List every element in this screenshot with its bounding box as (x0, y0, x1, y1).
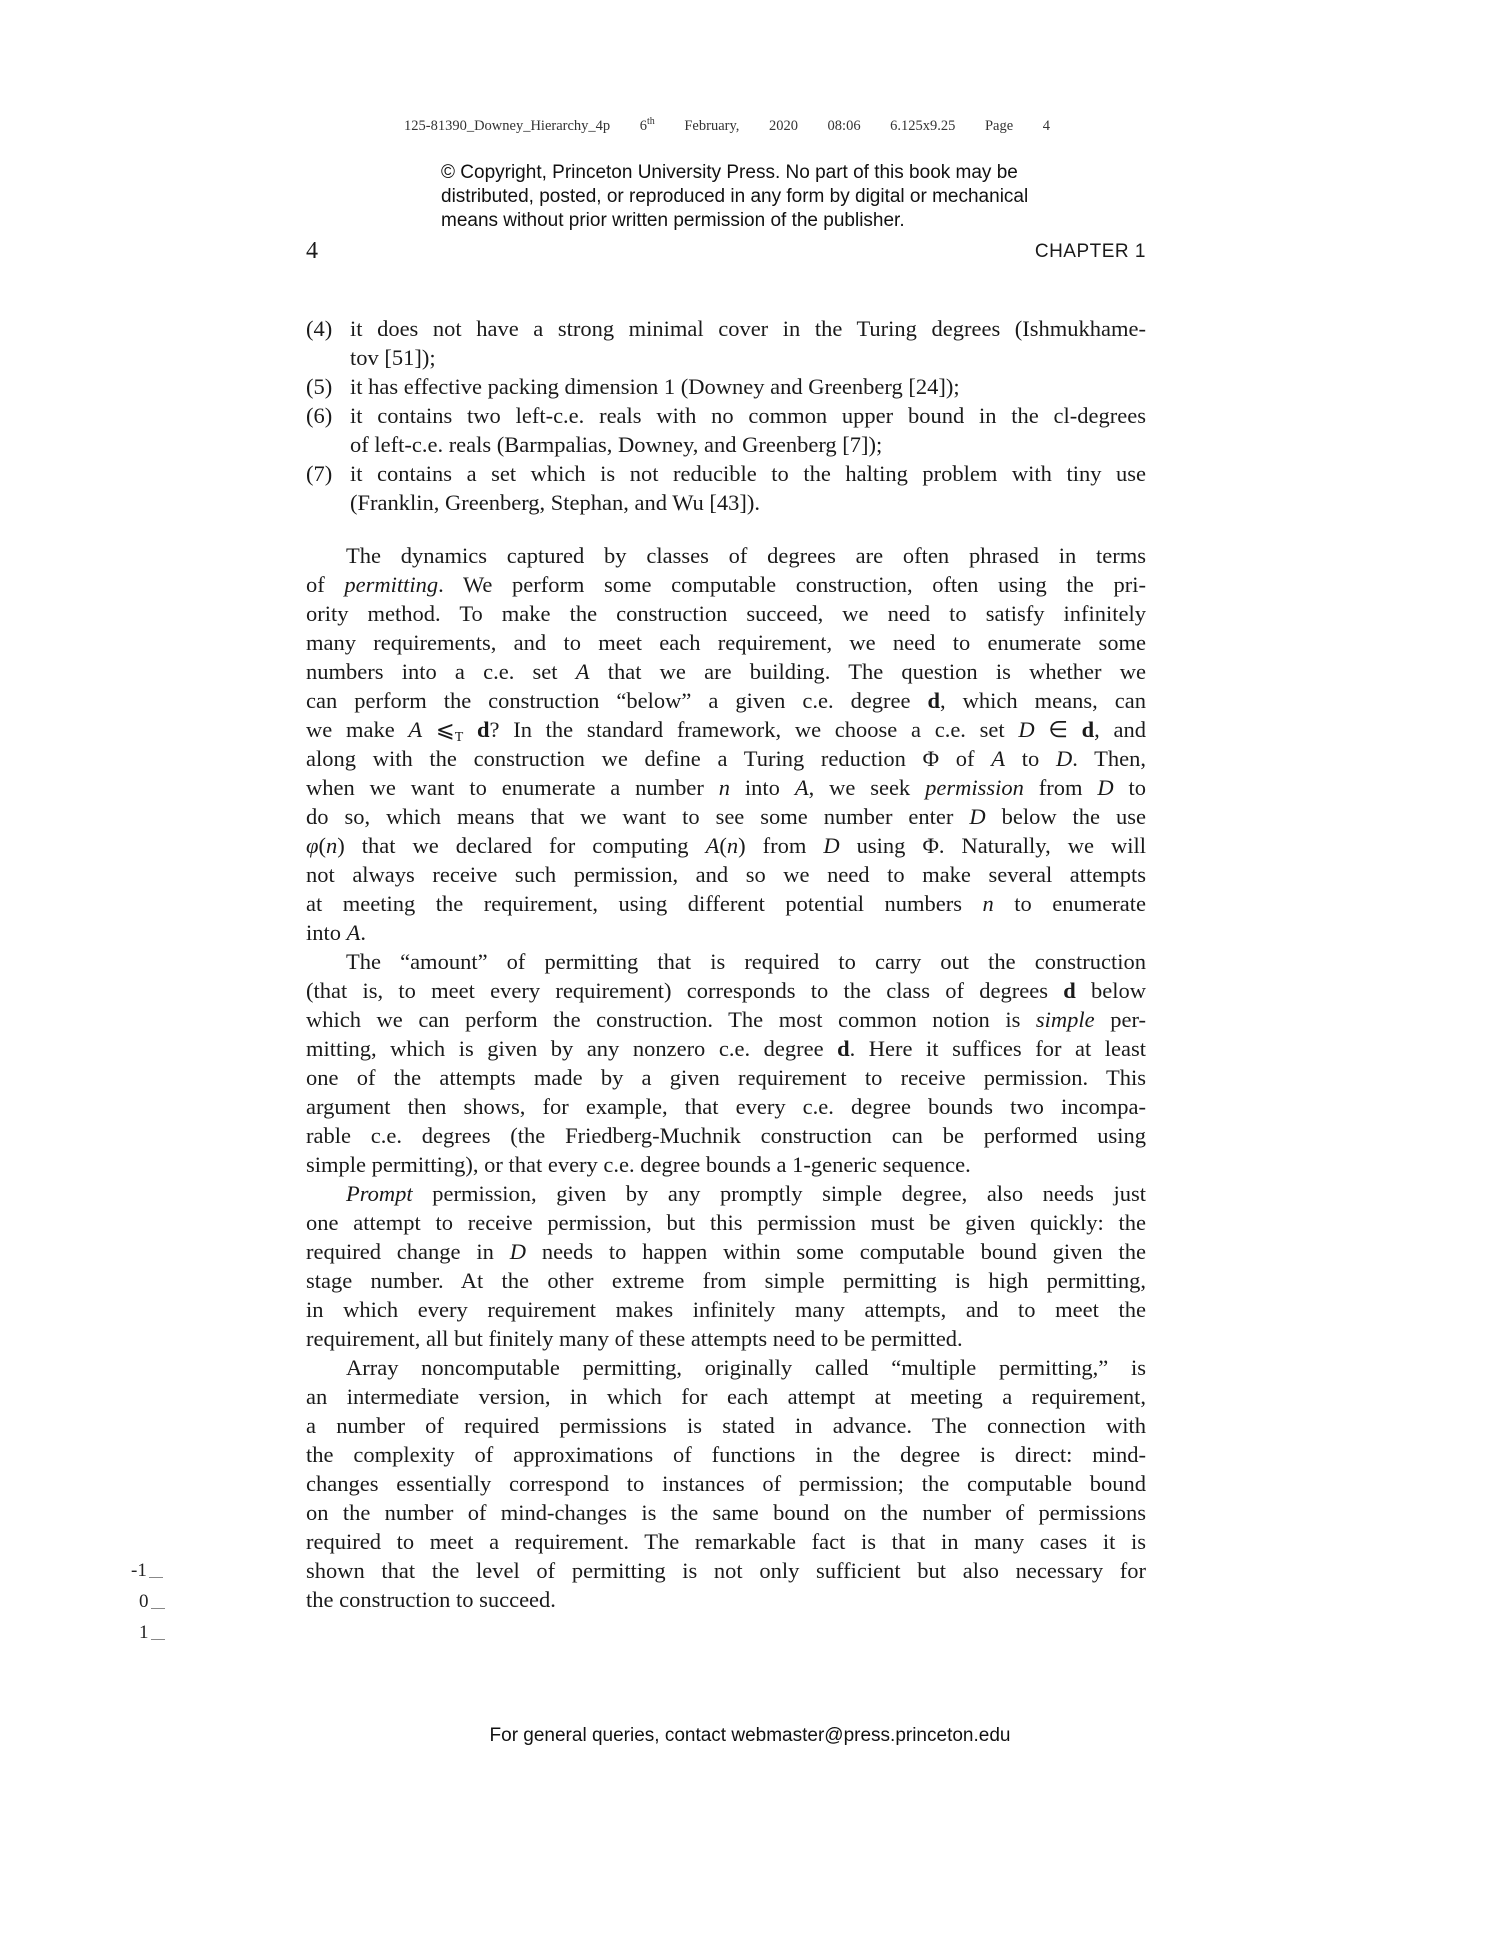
list-item-line: it has effective packing dimension 1 (Downey and Greenberg [24]); (350, 374, 960, 399)
margin-mark: 0 (139, 1591, 165, 1613)
paragraph-line: changes essentially correspond to instances of permission; the computable bound (306, 1471, 1146, 1496)
paragraph-line: (that is, to meet every requirement) corresponds to the class of degrees d below (306, 978, 1146, 1003)
paragraph-first-line: Array noncomputable permitting, originally called “multiple permitting,” is (346, 1355, 1146, 1380)
paragraph-line: one attempt to receive permission, but this permission must be given quickly: the (306, 1210, 1146, 1235)
copyright-line-3: means without prior written permission of the publisher. (441, 210, 905, 231)
paragraph-line: a number of required permissions is stated in advance. The connection with (306, 1413, 1146, 1438)
list-item-number: (4) (306, 316, 333, 341)
list-item-line: it does not have a strong minimal cover in the Turing degrees (Ishmukhame- (350, 316, 1146, 341)
paragraph-line: numbers into a c.e. set A that we are building. The question is whether we (306, 659, 1146, 684)
paragraph-line: do so, which means that we want to see some number enter D below the use (306, 804, 1147, 829)
list-item-number: (7) (306, 461, 333, 486)
slug-trim-size: 6.125x9.25 (890, 118, 956, 134)
paragraph-line: φ(n) that we declared for computing A(n) from D using Φ. Naturally, we will (306, 833, 1147, 858)
paragraph-line: ority method. To make the construction succeed, we need to satisfy infinitely (306, 601, 1146, 626)
print-slug-line (404, 118, 1050, 135)
chapter-running-head: CHAPTER 1 (1034, 241, 1146, 262)
paragraph-line: of permitting. We perform some computable construction, often using the pri- (306, 572, 1146, 597)
paragraph-line: required to meet a requirement. The remarkable fact is that in many cases it is (306, 1529, 1146, 1554)
paragraph-line: the complexity of approximations of functions in the degree is direct: mind- (306, 1442, 1146, 1467)
list-item-number: (6) (306, 403, 333, 428)
slug-time: 08:06 (827, 118, 861, 134)
paragraph-line: shown that the level of permitting is not only sufficient but also necessary for (306, 1558, 1146, 1583)
list-item-line: it contains a set which is not reducible to the halting problem with tiny use (350, 461, 1146, 486)
paragraph-line: in which every requirement makes infinitely many attempts, and to meet the (306, 1297, 1146, 1322)
paragraph-line: not always receive such permission, and so we need to make several attempts (306, 862, 1146, 887)
margin-mark: -1 (131, 1560, 163, 1582)
list-item-line: it contains two left-c.e. reals with no common upper bound in the cl-degrees (350, 403, 1146, 428)
paragraph-line: when we want to enumerate a number n into A, we seek permission from D to (306, 775, 1146, 800)
paragraph-line: can perform the construction “below” a given c.e. degree d, which means, can (306, 688, 1146, 713)
slug-page: Page 4 (984, 118, 1050, 134)
paragraph-line: which we can perform the construction. The most common notion is simple per- (306, 1007, 1146, 1032)
margin-tick (149, 1577, 163, 1578)
list-item-line: of left-c.e. reals (Barmpalias, Downey, and Greenberg [7]); (350, 432, 883, 457)
paragraph-line: along with the construction we define a Turing reduction Φ of A to D. Then, (306, 746, 1146, 771)
paragraph-line: rable c.e. degrees (the Friedberg-Muchnik construction can be performed using (306, 1123, 1146, 1148)
list-item-line: tov [51]); (350, 345, 436, 370)
paragraph-line: the construction to succeed. (306, 1587, 556, 1612)
copyright-line-2: distributed, posted, or reproduced in any form by digital or mechanical (441, 186, 1029, 207)
list-item-number: (5) (306, 374, 333, 399)
paragraph-line: into A. (306, 920, 367, 945)
paragraph-line: an intermediate version, in which for each attempt at meeting a requirement, (306, 1384, 1146, 1409)
paragraph-line: many requirements, and to meet each requirement, we need to enumerate some (306, 630, 1146, 655)
paragraph-first-line: Prompt permission, given by any promptly simple degree, also needs just (346, 1181, 1146, 1206)
paragraph-line: stage number. At the other extreme from simple permitting is high permitting, (306, 1268, 1146, 1293)
paragraph-first-line: The “amount” of permitting that is required to carry out the construction (346, 949, 1146, 974)
slug-job-id: 125-81390_Downey_Hierarchy_4p (404, 118, 611, 134)
paragraph-line: argument then shows, for example, that every c.e. degree bounds two incompa- (306, 1094, 1146, 1119)
paragraph-line: mitting, which is given by any nonzero c.e. degree d. Here it suffices for at least (306, 1036, 1146, 1061)
paragraph-line: simple permitting), or that every c.e. degree bounds a 1-generic sequence. (306, 1152, 971, 1177)
paragraph-line: we make A $⩽_T$ d? In the standard framework, we choose a c.e. set D ∈ d, and (306, 717, 1146, 745)
paragraph-line: requirement, all but finitely many of these attempts need to be permitted. (306, 1326, 963, 1351)
copyright-line-1: © Copyright, Princeton University Press. No part of this book may be (441, 162, 1018, 183)
slug-date: 6th February, 2020 (639, 116, 798, 134)
page-number: 4 (306, 238, 318, 264)
paragraph-line: on the number of mind-changes is the same bound on the number of permissions (306, 1500, 1146, 1525)
margin-tick (151, 1608, 165, 1609)
margin-tick (151, 1639, 165, 1640)
margin-mark: 1 (139, 1622, 165, 1644)
list-item-line: (Franklin, Greenberg, Stephan, and Wu [43]). (350, 490, 761, 515)
footer-contact: For general queries, contact webmaster@press.princeton.edu (489, 1725, 1011, 1746)
paragraph-line: at meeting the requirement, using different potential numbers n to enumerate (306, 891, 1146, 916)
paragraph-line: required change in D needs to happen within some computable bound given the (306, 1239, 1146, 1264)
paragraph-line: one of the attempts made by a given requirement to receive permission. This (306, 1065, 1146, 1090)
paragraph-first-line: The dynamics captured by classes of degrees are often phrased in terms (346, 543, 1146, 568)
